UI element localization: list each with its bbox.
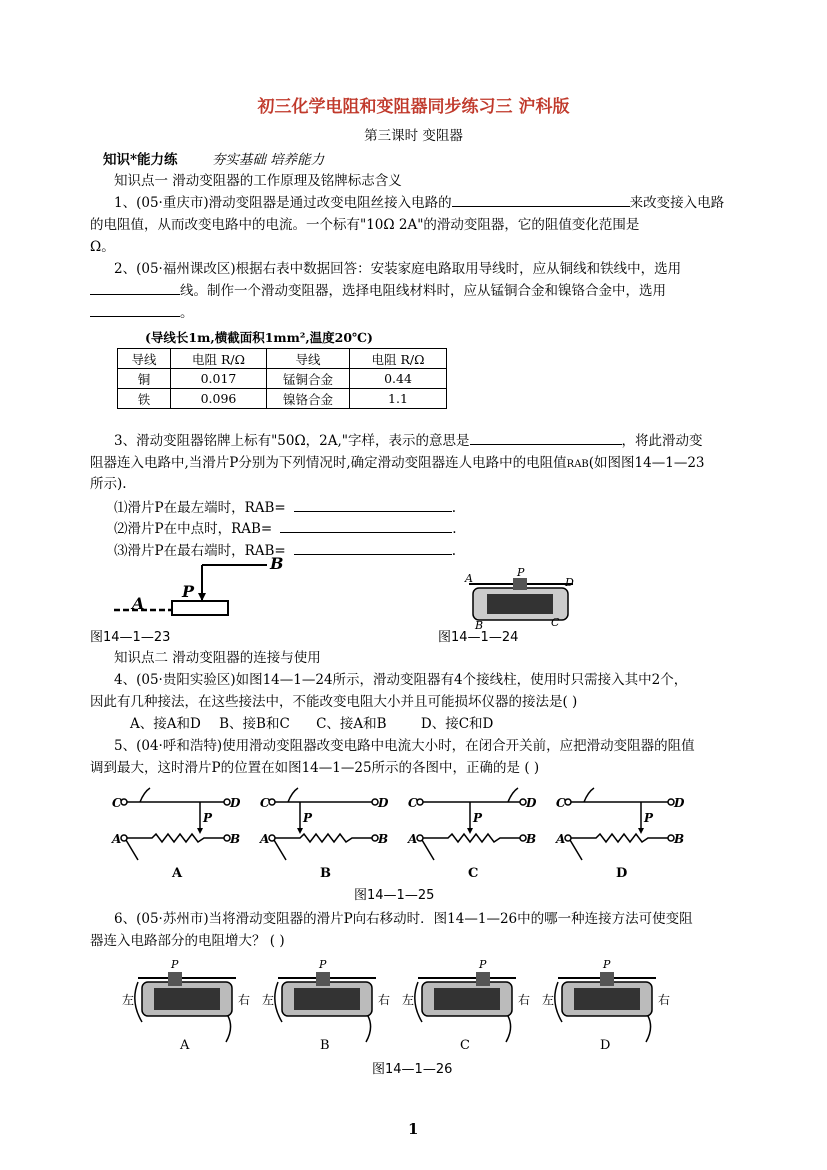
terminal-label: C	[260, 796, 270, 810]
svg-text:B: B	[475, 619, 484, 632]
rheostat-diagram	[542, 958, 670, 1053]
question-5-line-2: 调到最大，这时滑片P的位置在如图14—1—25所示的各图中，正确的是 ( )	[90, 760, 540, 776]
terminal-label: A	[556, 832, 566, 846]
slider-label: P	[319, 958, 327, 971]
question-6-line-1: 6、(05·苏州市)当将滑动变阻器的滑片P向右移动时．图14—1—26中的哪一种连接方法可使变阻	[114, 911, 693, 927]
figure-14-1-26-caption: 图14—1—26	[372, 1062, 453, 1077]
option-c[interactable]: C、接A和B	[316, 716, 387, 732]
question-1-line-1: 1、(05·重庆市)滑动变阻器是通过改变电阻丝接入电路的 来改变接入电路	[114, 195, 725, 211]
terminal-label: D	[378, 796, 389, 810]
figure-14-1-25	[112, 782, 702, 882]
terminal-label: D	[526, 796, 537, 810]
figure-14-1-24	[465, 568, 580, 630]
table-row: 铜 0.017 锰铜合金 0.44	[118, 369, 447, 389]
question-1-line-2: 的电阻值，从而改变电路中的电流。一个标有"10Ω 2A"的滑动变阻器，它的阻值变化范围是	[90, 217, 640, 233]
question-6-line-2: 器连入电路部分的电阻增大？ ( )	[90, 933, 285, 949]
terminal-label: P	[644, 811, 654, 825]
page-number: 1	[408, 1120, 419, 1138]
question-4-options	[130, 712, 493, 732]
question-3-item-3: ⑶滑片P在最右端时，RAB= .	[114, 543, 457, 559]
answer-blank[interactable]	[470, 432, 622, 445]
left-label: 左	[542, 993, 555, 1007]
right-label: 右	[238, 993, 251, 1007]
svg-text:D: D	[565, 576, 574, 589]
rheostat-diagram	[122, 958, 250, 1053]
diagram-label: B	[320, 1038, 330, 1053]
diagram-label: C	[460, 1038, 470, 1053]
answer-blank[interactable]	[90, 282, 180, 295]
diagram-label: A	[180, 1038, 190, 1053]
answer-blank[interactable]	[90, 304, 180, 317]
section-label: 知识*能力练	[103, 152, 178, 168]
left-label: 左	[262, 993, 275, 1007]
diagram-label: D	[616, 866, 628, 881]
option-b[interactable]: B、接B和C	[219, 716, 290, 732]
knowledge-point-1: 知识点一 滑动变阻器的工作原理及铭牌标志含义	[114, 173, 402, 189]
question-2-line-3: 。	[90, 301, 194, 321]
svg-text:C: C	[551, 616, 560, 629]
terminal-label: B	[526, 832, 537, 846]
terminal-label: P	[303, 811, 313, 825]
page-subtitle: 第三课时 变阻器	[364, 128, 463, 144]
terminal-label: C	[408, 796, 418, 810]
diagram-label: C	[468, 866, 479, 881]
right-label: 右	[378, 993, 391, 1007]
answer-blank[interactable]	[280, 520, 452, 533]
question-3-item-2: ⑵滑片P在中点时，RAB= .	[114, 521, 457, 537]
circuit-diagram	[259, 788, 389, 881]
right-label: 右	[518, 993, 531, 1007]
page-title: 初三化学电阻和变阻器同步练习三 沪科版	[257, 97, 570, 117]
figure-14-1-23-caption: 图14—1—23	[90, 630, 171, 645]
terminal-label: B	[378, 832, 389, 846]
resistance-table	[117, 348, 447, 409]
terminal-label: A	[112, 832, 122, 846]
label-p: P	[182, 582, 195, 601]
diagram-label: A	[172, 866, 183, 881]
terminal-label: A	[260, 832, 270, 846]
terminal-label: P	[203, 811, 213, 825]
terminal-label: B	[230, 832, 241, 846]
left-label: 左	[122, 993, 135, 1007]
figure-14-1-25-caption: 图14—1—25	[354, 888, 435, 903]
svg-text:A: A	[465, 572, 473, 585]
question-3-line-2: 阻器连入电路中,当滑片P分别为下列情况时,确定滑动变阻器连人电路中的电阻值RAB(如图图14—1—23	[90, 455, 705, 471]
diagram-label: D	[600, 1038, 611, 1053]
question-3-line-3: 所示).	[90, 476, 127, 492]
rheostat-diagram	[262, 958, 390, 1053]
answer-blank[interactable]	[452, 194, 630, 207]
terminal-label: B	[674, 832, 685, 846]
question-2-line-2: 线。制作一个滑动变阻器，选择电阻线材料时，应从锰铜合金和镍铬合金中，选用	[90, 279, 666, 299]
label-b: B	[270, 554, 284, 573]
table-row: 铁 0.096 镍铬合金 1.1	[118, 389, 447, 409]
diagram-label: B	[320, 866, 331, 881]
question-4-line-1: 4、(05·贵阳实验区)如图14—1—24所示，滑动变阻器有4个接线柱，使用时只需接入其中2个，	[114, 672, 688, 688]
answer-blank[interactable]	[294, 542, 452, 555]
terminal-label: A	[408, 832, 418, 846]
question-3-item-1: ⑴滑片P在最左端时，RAB= .	[114, 500, 457, 516]
circuit-diagram	[407, 788, 537, 881]
terminal-label: D	[674, 796, 685, 810]
circuit-diagram	[555, 788, 685, 881]
right-label: 右	[658, 993, 671, 1007]
figure-14-1-24-caption: 图14—1—24	[438, 630, 519, 645]
slider-label: P	[479, 958, 487, 971]
option-d[interactable]: D、接C和D	[420, 716, 494, 732]
knowledge-point-2: 知识点二 滑动变阻器的连接与使用	[114, 650, 321, 666]
svg-text:P: P	[517, 566, 525, 579]
question-4-line-2: 因此有几种接法，在这些接法中，不能改变电阻大小并且可能损坏仪器的接法是( )	[90, 694, 578, 710]
figure-14-1-26	[122, 952, 688, 1053]
question-5-line-1: 5、(04·呼和浩特)使用滑动变阻器改变电路中电流大小时，在闭合开关前，应把滑动变阻器的阻值	[114, 738, 695, 754]
slider-label: P	[171, 958, 179, 971]
figure-14-1-23	[112, 555, 292, 625]
terminal-label: D	[230, 796, 241, 810]
terminal-label: C	[112, 796, 122, 810]
answer-blank[interactable]	[294, 499, 452, 512]
option-a[interactable]: A、接A和D	[130, 716, 201, 732]
terminal-label: C	[556, 796, 566, 810]
left-label: 左	[402, 993, 415, 1007]
question-2-line-1: 2、(05·福州课改区)根据右表中数据回答：安装家庭电路取用导线时，应从铜线和铁线中，选用	[114, 261, 682, 277]
question-1-line-3: Ω。	[90, 239, 115, 255]
table-header-row: 导线 电阻 R/Ω 导线 电阻 R/Ω	[118, 349, 447, 369]
terminal-label: P	[473, 811, 483, 825]
table-caption: (导线长1m,横截面积1mm²,温度20℃)	[145, 330, 373, 345]
label-a: A	[132, 594, 145, 613]
section-motto: 夯实基础 培养能力	[211, 152, 325, 168]
rheostat-diagram	[402, 958, 530, 1053]
circuit-diagram	[111, 788, 241, 881]
question-3-line-1: 3、滑动变阻器铭牌上标有"50Ω，2A,"字样，表示的意思是 ，将此滑动变	[114, 433, 703, 449]
section-header	[103, 148, 324, 168]
slider-label: P	[603, 958, 611, 971]
